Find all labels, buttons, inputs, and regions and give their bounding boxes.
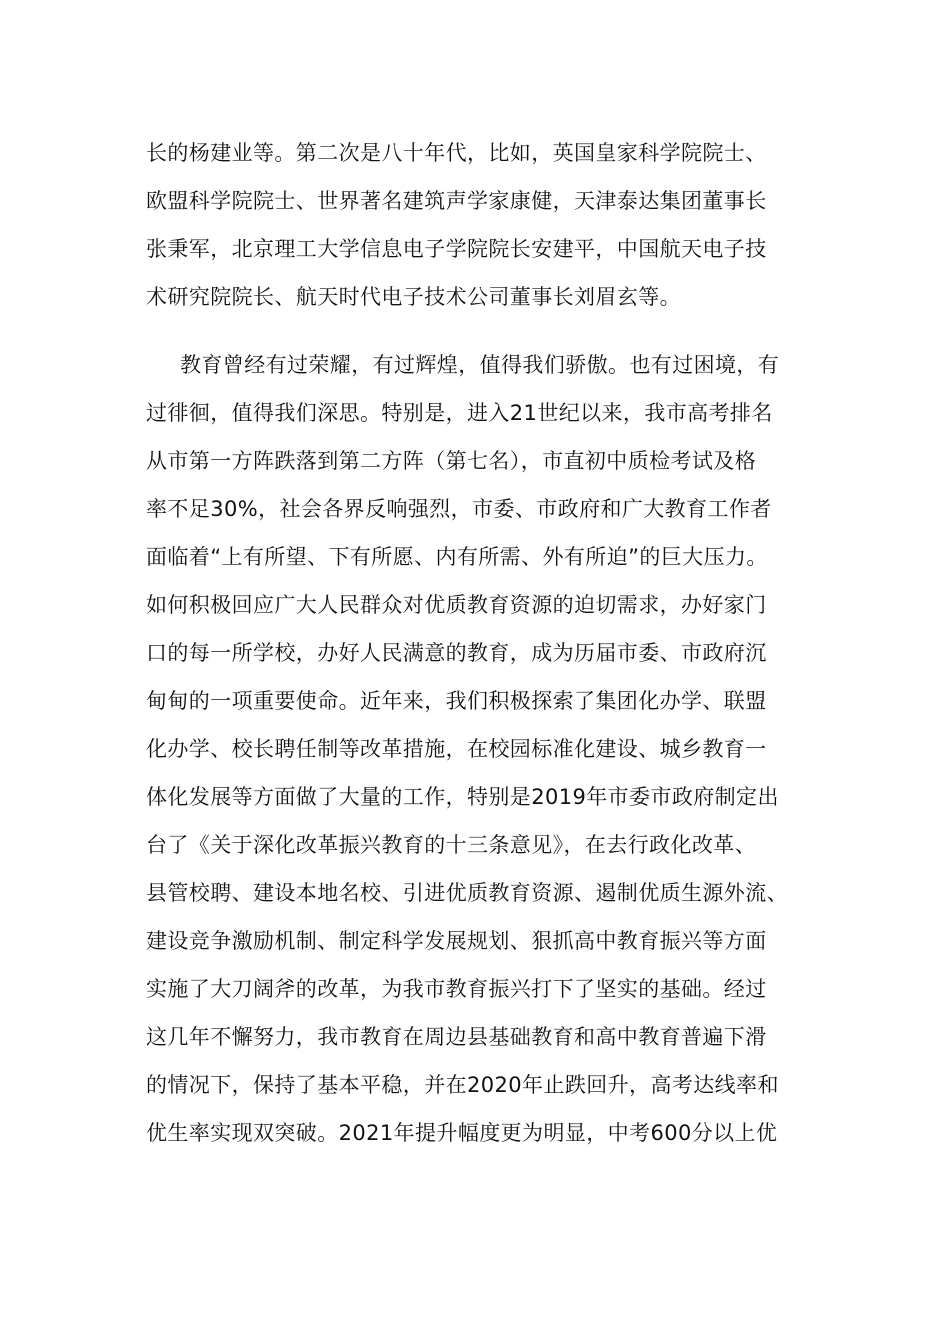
text-line: 县管校聘、建设本地名校、引进优质教育资源、遏制优质生源外流、 (146, 881, 788, 905)
text-line: 口的每一所学校，办好人民满意的教育，成为历届市委、市政府沉 (146, 641, 767, 665)
text-line: 张秉军，北京理工大学信息电子学院院长安建平，中国航天电子技 (146, 237, 767, 261)
text-line: 台了《关于深化改革振兴教育的十三条意见》，在去行政化改革、 (146, 833, 757, 857)
text-line: 术研究院院长、航天时代电子技术公司董事长刘眉玄等。 (146, 285, 681, 309)
text-line: 面临着“上有所望、下有所愿、内有所需、外有所迫”的巨大压力。 (146, 545, 768, 569)
text-line: 体化发展等方面做了大量的工作，特别是2019年市委市政府制定出 (146, 785, 779, 809)
text-line: 的情况下，保持了基本平稳，并在2020年止跌回升，高考达线率和 (146, 1073, 779, 1097)
text-line: 过徘徊，值得我们深思。特别是，进入21世纪以来，我市高考排名 (146, 401, 773, 425)
text-line: 长的杨建业等。第二次是八十年代，比如，英国皇家科学院院士、 (146, 141, 767, 165)
text-line: 甸甸的一项重要使命。近年来，我们积极探索了集团化办学、联盟 (146, 689, 767, 713)
text-line: 优生率实现双突破。2021年提升幅度更为明显，中考600分以上优 (146, 1121, 778, 1145)
text-line: 如何积极回应广大人民群众对优质教育资源的迫切需求，办好家门 (146, 593, 767, 617)
text-line: 化办学、校长聘任制等改革措施，在校园标准化建设、城乡教育一 (146, 737, 767, 761)
text-line: 实施了大刀阔斧的改革，为我市教育振兴打下了坚实的基础。经过 (146, 977, 767, 1001)
text-line: 这几年不懈努力，我市教育在周边县基础教育和高中教育普遍下滑 (146, 1025, 767, 1049)
text-line: 从市第一方阵跌落到第二方阵（第七名），市直初中质检考试及格 (146, 449, 757, 473)
text-line: 建设竞争激励机制、制定科学发展规划、狠抓高中教育振兴等方面 (146, 929, 767, 953)
text-line: 欧盟科学院院士、世界著名建筑声学家康健，天津泰达集团董事长 (146, 189, 767, 213)
text-line: 率不足30%，社会各界反响强烈，市委、市政府和广大教育工作者 (146, 497, 772, 521)
paragraph-first-line: 教育曾经有过荣耀，有过辉煌，值得我们骄傲。也有过困境，有 (180, 353, 780, 377)
